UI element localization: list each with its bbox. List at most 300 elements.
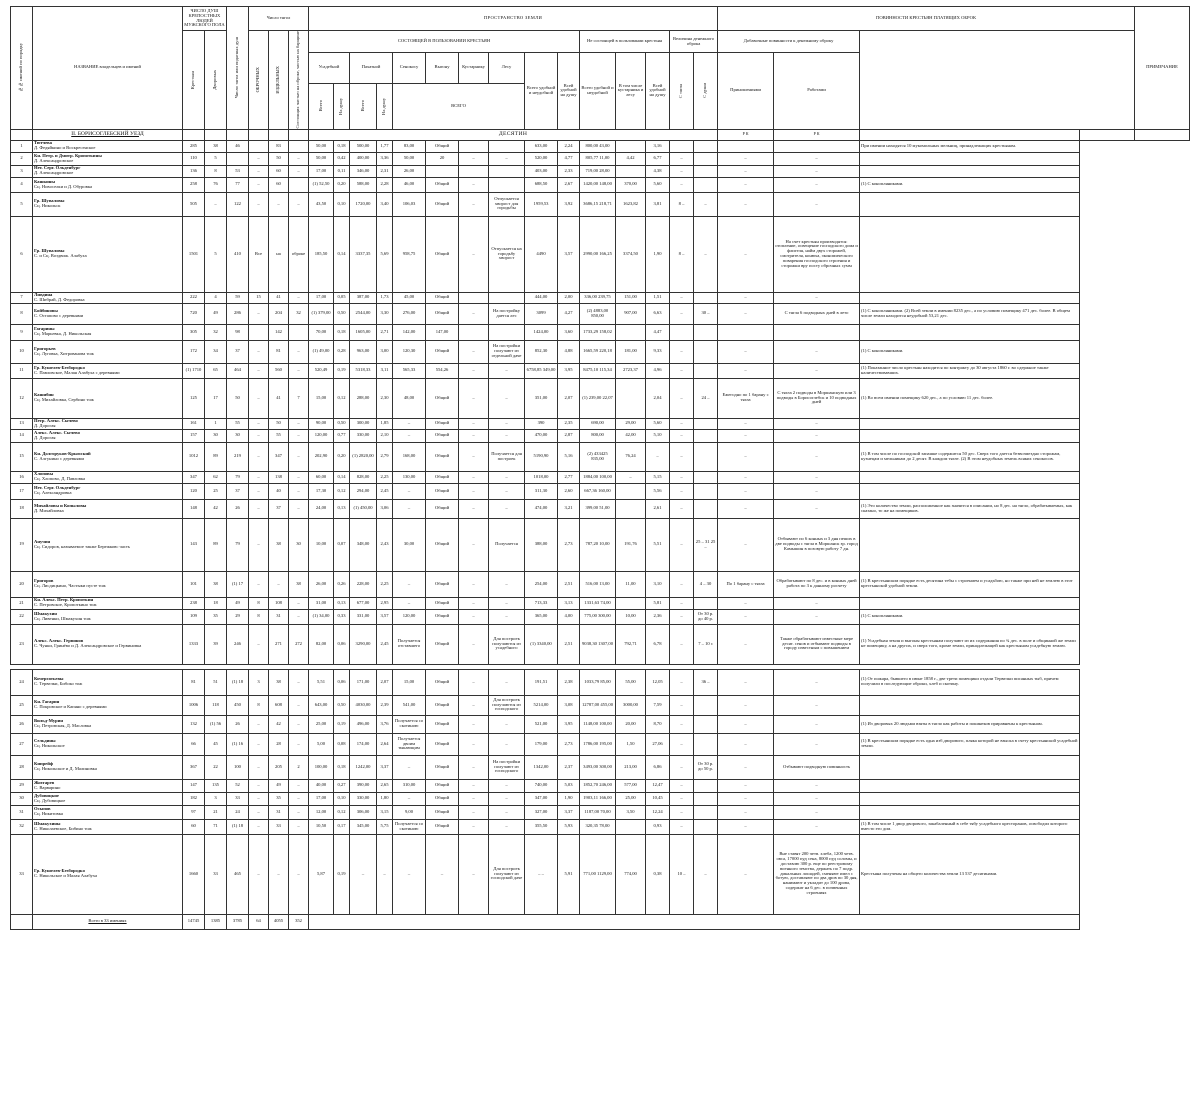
- row-number: 33: [11, 834, 33, 914]
- cell-ob: –: [249, 152, 269, 165]
- cell-lu: 27,06: [646, 733, 670, 755]
- cell-pr: –: [718, 340, 774, 363]
- estate-name: Д. Дорогая: [34, 434, 56, 440]
- cell-us: 26,00: [309, 571, 334, 597]
- cell-dv: 45: [205, 733, 227, 755]
- cell-den: –: [670, 779, 694, 792]
- cell-kr: 81: [183, 669, 205, 695]
- cell-dd: От 30 р. до 40 р.: [694, 609, 718, 624]
- cell-lk: –: [616, 471, 646, 483]
- cell-kr: 136: [183, 165, 205, 177]
- cell-le: Для построек получают из господской даче: [489, 834, 525, 914]
- cell-us2: 0,19: [334, 834, 350, 914]
- cell-ku: –: [459, 192, 489, 216]
- cell-us2: 0,20: [334, 442, 350, 471]
- header-lord-kust: В том числе кустарника и лесу: [616, 53, 646, 130]
- owner-name: Кн. Петр. и Дмитр. Кропоткины: [34, 152, 102, 158]
- cell-lt: 9038,30 1307,00: [580, 624, 616, 664]
- cell-den: –: [670, 805, 694, 819]
- cell-us: 120,00: [309, 429, 334, 442]
- cell-ku: –: [459, 340, 489, 363]
- cell-vd: 2,37: [558, 755, 580, 779]
- cell-dd: 25 – 31 25 –: [694, 518, 718, 571]
- cell-ku: –: [459, 669, 489, 695]
- cell-den: 8 –: [670, 216, 694, 292]
- cell-vs: 474,00: [525, 499, 558, 518]
- totals-row: [11, 914, 1190, 929]
- cell-kr: 97: [183, 805, 205, 819]
- cell-dv: 4: [205, 292, 227, 303]
- cell-iz: 50: [269, 152, 289, 165]
- note-cell: [860, 597, 1080, 609]
- owner-name: Нет. Серг. Ольденбург: [34, 485, 81, 491]
- cell-lu: 5,60: [646, 177, 670, 192]
- cell-rb: –: [774, 483, 860, 499]
- owner-name: Хлоповы: [34, 471, 54, 477]
- cell-lk: [616, 597, 646, 609]
- note-cell: (1) Усадебная земля и выгоны крестьянам получают из их содержания по ¾ дес. в поле и общинной же земли не помещику, а на других, и сверх того, кроме земли, принадлежащей как крестьянам усадебную землю.: [860, 624, 1080, 664]
- cell-pa: 496,00: [350, 715, 377, 733]
- cell-us2: 0,33: [334, 609, 350, 624]
- cell-vy: Общий: [426, 483, 459, 499]
- cell-pr: [718, 140, 774, 152]
- estate-name: Д. Федяйкино и Воскресенское: [34, 145, 96, 151]
- cell-pa2: 2,45: [377, 483, 393, 499]
- estate-name: Сц. Луговка, Хитрованова тож: [34, 350, 94, 356]
- cell-vy: Общий: [426, 624, 459, 664]
- cell-ch: –: [289, 418, 309, 429]
- cell-pa2: 2,07: [377, 669, 393, 695]
- cell-dv: 35: [205, 609, 227, 624]
- cell-ob: –: [249, 165, 269, 177]
- cell-dv: 76: [205, 177, 227, 192]
- cell-pa2: 2,79: [377, 442, 393, 471]
- cell-vd: 3,60: [558, 324, 580, 340]
- cell-le: –: [489, 792, 525, 805]
- cell-vd: 4,00: [558, 609, 580, 624]
- cell-dv: 18: [205, 597, 227, 609]
- cell-pa2: 3,76: [377, 715, 393, 733]
- cell-us: (1) 49,00: [309, 340, 334, 363]
- cell-ch: –: [289, 733, 309, 755]
- cell-us: 31,00: [309, 597, 334, 609]
- cell-ty: (1) 18: [227, 669, 249, 695]
- cell-den: [670, 324, 694, 340]
- cell-vs: 403,00: [525, 165, 558, 177]
- cell-us2: 0,26: [334, 571, 350, 597]
- cell-ob: –: [249, 418, 269, 429]
- cell-vy: Общий: [426, 819, 459, 834]
- cell-vy: Общий: [426, 609, 459, 624]
- cell-ku: –: [459, 483, 489, 499]
- cell-us: 17,00: [309, 792, 334, 805]
- cell-rb: [774, 324, 860, 340]
- cell-lt: (2) 4883,00 850,00: [580, 303, 616, 324]
- cell-vd: 2,51: [558, 624, 580, 664]
- note-cell: [860, 471, 1080, 483]
- cell-lu: 3,16: [646, 140, 670, 152]
- cell-le: –: [489, 418, 525, 429]
- cell-pa: 390,00: [350, 779, 377, 792]
- cell-pa2: 3,30: [377, 303, 393, 324]
- cell-us2: 0,50: [334, 303, 350, 324]
- cell-ku: –: [459, 216, 489, 292]
- cell-rb: –: [774, 733, 860, 755]
- cell-se: 142,00: [393, 324, 426, 340]
- cell-dd: [694, 597, 718, 609]
- cell-dv: 34: [205, 340, 227, 363]
- header-povinnosti: ПОВИННОСТИ КРЕСТЬЯН ПЛАТЯЩИХ ОБРОК: [718, 7, 1135, 31]
- cell-pa2: –: [377, 834, 393, 914]
- header-souls-peasants: Крестьян: [183, 31, 205, 130]
- cell-iz: –: [269, 571, 289, 597]
- row-number: 16: [11, 471, 33, 483]
- cell-vy: Общий: [426, 429, 459, 442]
- cell-us2: 0,13: [334, 597, 350, 609]
- cell-iz: 142: [269, 324, 289, 340]
- cell-us: 17,00: [309, 292, 334, 303]
- table-row: [11, 834, 1190, 914]
- cell-lk: [616, 378, 646, 418]
- estate-name-cell: [33, 571, 183, 597]
- cell-ku: –: [459, 442, 489, 471]
- cell-ku: [459, 324, 489, 340]
- cell-ob: [249, 140, 269, 152]
- cell-ob: –: [249, 715, 269, 733]
- cell-ch: –: [289, 471, 309, 483]
- cell-ty: 26: [227, 499, 249, 518]
- cell-le: [489, 140, 525, 152]
- cell-vs: 179,00: [525, 733, 558, 755]
- owner-name: Кашибин: [34, 392, 54, 398]
- estate-name-cell: [33, 779, 183, 792]
- cell-pr: –: [718, 834, 774, 914]
- cell-vy: Общий: [426, 715, 459, 733]
- cell-iz: на: [269, 216, 289, 292]
- cell-lu: –: [646, 442, 670, 471]
- cell-lk: 3374,50: [616, 216, 646, 292]
- cell-us: 25,00: [309, 715, 334, 733]
- cell-kr: 1006: [183, 695, 205, 715]
- table-row: [11, 442, 1190, 471]
- cell-lk: [616, 499, 646, 518]
- table-row: [11, 518, 1190, 571]
- cell-rb: –: [774, 177, 860, 192]
- note-cell: [860, 324, 1080, 340]
- header-lord-group: Не состоящей в пользовании крестьян: [580, 31, 670, 53]
- cell-ty: 77: [227, 177, 249, 192]
- table-row: [11, 429, 1190, 442]
- estate-name-cell: [33, 152, 183, 165]
- cell-us: 17,30: [309, 483, 334, 499]
- cell-pa: 1242,00: [350, 755, 377, 779]
- cell-den: –: [670, 819, 694, 834]
- owner-name: Михайловы и Копыловы: [34, 502, 87, 508]
- cell-kr: 125: [183, 378, 205, 418]
- cell-vs: 444,00: [525, 292, 558, 303]
- cell-ch: 2: [289, 755, 309, 779]
- cell-us2: 0,50: [334, 418, 350, 429]
- cell-pa2: 3,00: [377, 340, 393, 363]
- cell-pa: 400,00: [350, 152, 377, 165]
- cell-ob: –: [249, 378, 269, 418]
- cell-ty: 49: [227, 597, 249, 609]
- estate-name-cell: [33, 340, 183, 363]
- cell-vd: 2,00: [558, 292, 580, 303]
- cell-us: 202,90: [309, 442, 334, 471]
- units-rk-dushi: Р К: [774, 129, 860, 140]
- cell-us: 17,00: [309, 165, 334, 177]
- cell-le: –: [489, 483, 525, 499]
- cell-ch: –: [289, 805, 309, 819]
- cell-us: 520,49: [309, 363, 334, 378]
- cell-iz: 81: [269, 340, 289, 363]
- cell-pa: 306,00: [350, 805, 377, 819]
- cell-ch: –: [289, 442, 309, 471]
- cell-us2: 0,08: [334, 733, 350, 755]
- estate-name-cell: [33, 834, 183, 914]
- owner-name: Бойбиновы: [34, 307, 58, 313]
- cell-vd: 5,93: [558, 819, 580, 834]
- cell-vd: 2,38: [558, 669, 580, 695]
- cell-vs: – –: [525, 834, 558, 914]
- cell-den: –: [670, 669, 694, 695]
- row-number: 20: [11, 571, 33, 597]
- cell-vs: 351,00: [525, 378, 558, 418]
- cell-pa2: 2,65: [377, 779, 393, 792]
- cell-dd: [694, 499, 718, 518]
- cell-kr: 1501: [183, 216, 205, 292]
- estate-name: С. Петровское, Кропоткино тож: [34, 602, 97, 608]
- table-row: [11, 499, 1190, 518]
- cell-us2: 0,11: [334, 165, 350, 177]
- cell-le: –: [489, 819, 525, 834]
- cell-lt: 3686,15 218,71: [580, 192, 616, 216]
- cell-vy: Общий: [426, 597, 459, 609]
- table-cell: [309, 914, 1080, 929]
- cell-vd: 2,24: [558, 140, 580, 152]
- cell-den: –: [670, 609, 694, 624]
- cell-pr: –: [718, 418, 774, 429]
- row-number: 1: [11, 140, 33, 152]
- estate-name: С. Никольское и Малая Алабуха: [34, 873, 98, 879]
- note-cell: [860, 165, 1080, 177]
- cell-den: –: [670, 733, 694, 755]
- cell-den: 8 –: [670, 192, 694, 216]
- cell-lu: 12,05: [646, 669, 670, 695]
- cell-lk: 1623,82: [616, 192, 646, 216]
- cell-lt: 3493,00 300,00: [580, 755, 616, 779]
- cell-dd: 36 –: [694, 669, 718, 695]
- cell-us2: 0,18: [334, 755, 350, 779]
- cell-vd: 2,73: [558, 733, 580, 755]
- cell-ob: –: [249, 471, 269, 483]
- cell-le: Отпускается хворост для городьбы: [489, 192, 525, 216]
- cell-se: –: [393, 755, 426, 779]
- cell-vy: Общий: [426, 669, 459, 695]
- cell-dv: 17: [205, 378, 227, 418]
- cell-vy: 554,26: [426, 363, 459, 378]
- note-cell: (1) С конопляниками. (2) Всей земли в имении 8235 дес., а по условию помещику 471 дес. более. В общем числе земли находится неудобной 53,21 дес.: [860, 303, 1080, 324]
- cell-ch: –: [289, 292, 309, 303]
- ledger-table: [10, 6, 1190, 930]
- cell-rb: Вне ставят 200 четв. хлеба, 1200 четв. овса, 17000 пуд сена, 8000 пуд соломы, и доставлю 300 р. еще по реестровому военного земства, держать по 7 подр. дикальных лошадей, сменяют имел с ботую, доставляют по два дров по 30 дня, нанимают и укладит до 100 дрова, содержат на 6 дес. в почвенных строениях: [774, 834, 860, 914]
- cell-vy: 147,00: [426, 324, 459, 340]
- cell-dd: [694, 819, 718, 834]
- cell-pr: –: [718, 805, 774, 819]
- row-number: 32: [11, 819, 33, 834]
- cell-us: 5,87: [309, 834, 334, 914]
- cell-vs: 191,51: [525, 669, 558, 695]
- cell-lk: 370,00: [616, 177, 646, 192]
- cell-ty: 55: [227, 418, 249, 429]
- cell-ch: оброке: [289, 216, 309, 292]
- cell-dd: –: [694, 834, 718, 914]
- table-cell: [1135, 129, 1190, 140]
- cell-ku: –: [459, 624, 489, 664]
- cell-vd: 4,77: [558, 152, 580, 165]
- cell-ch: 38: [289, 571, 309, 597]
- cell-se: –: [393, 834, 426, 914]
- cell-dv: –: [205, 192, 227, 216]
- cell-iz: 38: [269, 669, 289, 695]
- cell-dd: [694, 715, 718, 733]
- cell-lk: 213,00: [616, 755, 646, 779]
- cell-ty: 464: [227, 363, 249, 378]
- cell-us: 10,50: [309, 819, 334, 834]
- cell-ob: –: [249, 303, 269, 324]
- cell-lk: 76,24: [616, 442, 646, 471]
- cell-rb: Также обрабатывают известные мере десят. сенов и отбывают подводы в городу известным с повышением: [774, 624, 860, 664]
- estate-name-cell: [33, 499, 183, 518]
- row-number: 25: [11, 695, 33, 715]
- row-number: 22: [11, 609, 33, 624]
- cell-ob: –: [249, 733, 269, 755]
- owner-name: Григорьев: [34, 345, 56, 351]
- estate-name: Д. Дорогая: [34, 422, 56, 428]
- cell-vs: 1424,00: [525, 324, 558, 340]
- cell-ch: –: [289, 499, 309, 518]
- cell-rb: –: [774, 442, 860, 471]
- cell-lt: 12787,00 455,00: [580, 695, 616, 715]
- cell-rb: –: [774, 152, 860, 165]
- row-number: 14: [11, 429, 33, 442]
- cell-pa2: 5,75: [377, 819, 393, 834]
- owner-name: Осыпов: [34, 806, 51, 812]
- cell-le: –: [489, 499, 525, 518]
- cell-ku: [459, 165, 489, 177]
- cell-dv: 25: [205, 483, 227, 499]
- cell-lu: 4,96: [646, 363, 670, 378]
- cell-ob: –: [249, 755, 269, 779]
- cell-pa2: 3,40: [377, 192, 393, 216]
- cell-vs: 521,00: [525, 715, 558, 733]
- cell-ku: –: [459, 609, 489, 624]
- cell-le: –: [489, 805, 525, 819]
- cell-us2: 0,18: [334, 324, 350, 340]
- estate-name: С. и Сц. Воздвиж. Алабуха: [34, 253, 87, 259]
- estate-name: С. Покровское и Капяно с деревнями: [34, 704, 107, 710]
- cell-lt: 1033,79 85,00: [580, 669, 616, 695]
- cell-lu: 8,70: [646, 715, 670, 733]
- cell-vs: 688,50: [525, 177, 558, 192]
- cell-ty: 465: [227, 834, 249, 914]
- cell-lu: 5,60: [646, 418, 670, 429]
- cell-pa2: 2,10: [377, 429, 393, 442]
- header-vsego-pahat: Всего: [350, 83, 377, 129]
- ledger-body: [11, 140, 1190, 914]
- header-land-use: СОСТОЯЩЕЙ В ПОЛЬЗОВАНИИ КРЕСТЬЯН: [309, 31, 580, 53]
- header-prinosheniya: Приношениями: [718, 53, 774, 130]
- cell-ch: –: [289, 715, 309, 733]
- cell-vd: 5,03: [558, 779, 580, 792]
- cell-ty: 37: [227, 340, 249, 363]
- cell-us: 185,50: [309, 216, 334, 292]
- cell-lu: 0,38: [646, 834, 670, 914]
- table-row: [11, 755, 1190, 779]
- cell-lt: 719,00 28,00: [580, 165, 616, 177]
- cell-vy: Общий: [426, 216, 459, 292]
- cell-vs: 327,00: [525, 805, 558, 819]
- cell-lt: 2990,00 166,25: [580, 216, 616, 292]
- cell-pr: –: [718, 216, 774, 292]
- cell-vd: 3,08: [558, 695, 580, 715]
- header-denezh: Величина денежного оброка: [670, 31, 718, 53]
- table-row: [11, 340, 1190, 363]
- cell-le: –: [489, 429, 525, 442]
- header-s-dushi: С души: [694, 53, 718, 130]
- estate-name-cell: [33, 192, 183, 216]
- cell-rb: –: [774, 165, 860, 177]
- cell-pa: 387,00: [350, 292, 377, 303]
- cell-le: Для построек получаются из господского: [489, 695, 525, 715]
- table-cell: [289, 129, 309, 140]
- cell-ty: (1) 17: [227, 571, 249, 597]
- owner-name: Ливдина: [34, 292, 53, 297]
- cell-vd: 3,21: [558, 499, 580, 518]
- note-cell: [860, 483, 1080, 499]
- row-number: 15: [11, 442, 33, 471]
- cell-vy: Общий: [426, 499, 459, 518]
- cell-lt: 1786,00 195,00: [580, 733, 616, 755]
- cell-ty: 50: [227, 378, 249, 418]
- cell-pa: 330,00: [350, 429, 377, 442]
- cell-ob: –: [249, 177, 269, 192]
- cell-dd: 4 – 30: [694, 571, 718, 597]
- row-number: 10: [11, 340, 33, 363]
- cell-lu: 12,47: [646, 779, 670, 792]
- cell-den: –: [670, 418, 694, 429]
- cell-pa2: 5,69: [377, 216, 393, 292]
- cell-le: –: [489, 152, 525, 165]
- cell-dv: 118: [205, 695, 227, 715]
- cell-iz: 608: [269, 695, 289, 715]
- cell-lu: 4,38: [646, 165, 670, 177]
- cell-iz: 138: [269, 471, 289, 483]
- estate-name-cell: [33, 755, 183, 779]
- cell-dv: 89: [205, 518, 227, 571]
- cell-iz: –: [269, 834, 289, 914]
- cell-pa: 174,00: [350, 733, 377, 755]
- cell-iz: 347: [269, 442, 289, 471]
- cell-ty: 122: [227, 192, 249, 216]
- cell-le: Получается для построек: [489, 442, 525, 471]
- estate-name: С. Алгунино с деревнями: [34, 455, 84, 461]
- note-cell: [860, 518, 1080, 571]
- cell-lk: 20,00: [616, 715, 646, 733]
- cell-pa: 963,00: [350, 340, 377, 363]
- cell-lt: 800,00 43,00: [580, 140, 616, 152]
